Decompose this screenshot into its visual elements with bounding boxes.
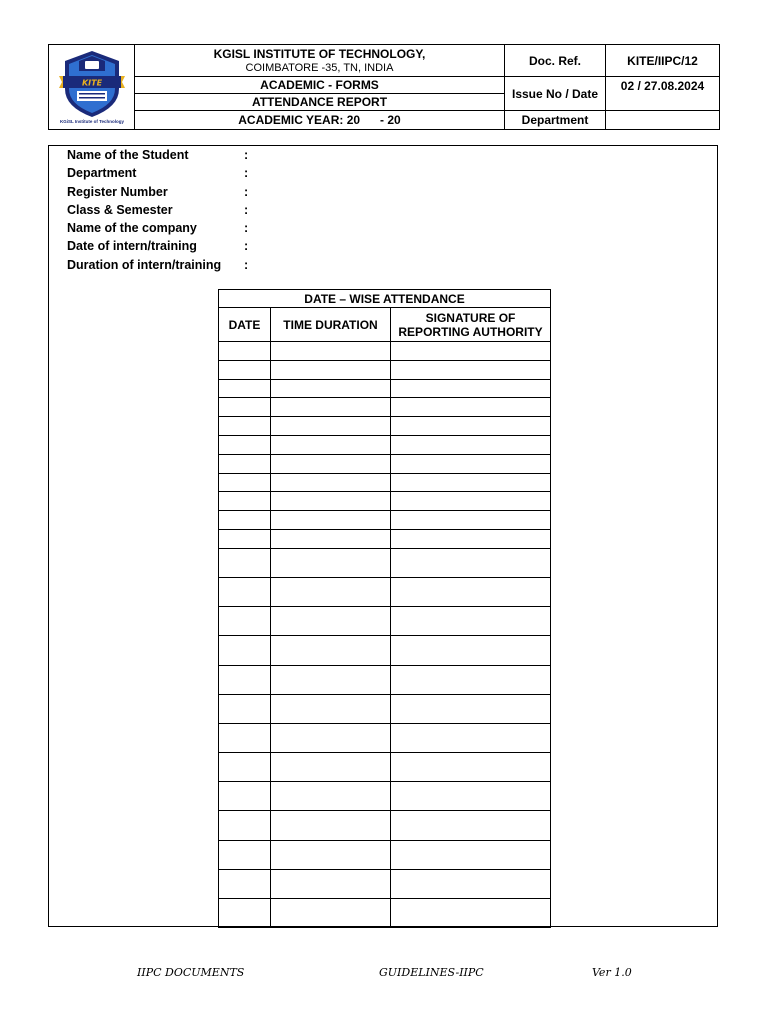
table-row	[219, 360, 551, 379]
field-class-semester[interactable]	[67, 201, 267, 219]
table-row	[219, 636, 551, 665]
field-label: Duration of intern/training	[67, 257, 222, 272]
time-cell[interactable]	[271, 694, 391, 723]
field-department[interactable]	[67, 164, 267, 182]
signature-cell[interactable]	[391, 607, 551, 636]
field-label: Register Number	[67, 184, 168, 199]
time-cell[interactable]	[271, 607, 391, 636]
institute-name: KGISL INSTITUTE OF TECHNOLOGY,	[213, 46, 426, 61]
table-row	[219, 435, 551, 454]
signature-cell[interactable]	[391, 417, 551, 436]
signature-cell[interactable]	[391, 342, 551, 361]
field-colon: :	[244, 221, 249, 236]
date-cell[interactable]	[219, 811, 271, 840]
field-label: Department	[67, 166, 137, 181]
signature-header-line2: REPORTING AUTHORITY	[398, 324, 543, 339]
table-row	[219, 398, 551, 417]
signature-cell[interactable]	[391, 435, 551, 454]
table-row	[219, 417, 551, 436]
signature-cell[interactable]	[391, 577, 551, 606]
signature-cell[interactable]	[391, 511, 551, 530]
table-row	[219, 694, 551, 723]
time-cell[interactable]	[271, 840, 391, 869]
table-row	[219, 782, 551, 811]
field-colon: :	[244, 148, 249, 162]
field-colon: :	[244, 202, 249, 217]
signature-cell[interactable]	[391, 548, 551, 577]
time-cell[interactable]	[271, 723, 391, 752]
date-cell[interactable]	[219, 342, 271, 361]
student-details	[67, 146, 267, 274]
date-cell[interactable]	[219, 435, 271, 454]
table-row	[219, 869, 551, 898]
time-cell[interactable]	[271, 417, 391, 436]
date-cell[interactable]	[219, 607, 271, 636]
department-label: Department	[505, 111, 606, 130]
column-header-time: TIME DURATION	[271, 308, 391, 342]
time-cell[interactable]	[271, 454, 391, 473]
issue-value: 02 / 27.08.2024	[606, 77, 720, 111]
time-cell[interactable]	[271, 473, 391, 492]
time-cell[interactable]	[271, 529, 391, 548]
field-student-name[interactable]	[67, 146, 267, 164]
time-cell[interactable]	[271, 548, 391, 577]
table-row	[219, 492, 551, 511]
field-label: Name of the company	[67, 221, 197, 236]
table-row	[219, 665, 551, 694]
attendance-table-title: DATE – WISE ATTENDANCE	[219, 290, 551, 308]
date-cell[interactable]	[219, 723, 271, 752]
institute-logo-icon	[59, 49, 125, 119]
time-cell[interactable]	[271, 342, 391, 361]
signature-cell[interactable]	[391, 753, 551, 782]
time-cell[interactable]	[271, 811, 391, 840]
date-cell[interactable]	[219, 869, 271, 898]
time-cell[interactable]	[271, 782, 391, 811]
time-cell[interactable]	[271, 869, 391, 898]
date-cell[interactable]	[219, 782, 271, 811]
form-title: ATTENDANCE REPORT	[135, 94, 505, 111]
date-cell[interactable]	[219, 398, 271, 417]
table-row	[219, 529, 551, 548]
institute-name-cell	[135, 45, 505, 77]
table-row	[219, 454, 551, 473]
date-cell[interactable]	[219, 379, 271, 398]
field-label: Name of the Student	[67, 148, 189, 162]
date-cell[interactable]	[219, 694, 271, 723]
signature-cell[interactable]	[391, 665, 551, 694]
table-row	[219, 577, 551, 606]
date-cell[interactable]	[219, 665, 271, 694]
field-colon: :	[244, 239, 249, 254]
table-row	[219, 473, 551, 492]
field-label: Class & Semester	[67, 202, 173, 217]
time-cell[interactable]	[271, 753, 391, 782]
table-row	[219, 753, 551, 782]
table-row	[219, 811, 551, 840]
table-row	[219, 511, 551, 530]
date-cell[interactable]	[219, 360, 271, 379]
table-row	[219, 840, 551, 869]
table-row	[219, 607, 551, 636]
document-header	[48, 44, 720, 130]
field-intern-date[interactable]	[67, 237, 267, 255]
signature-cell[interactable]	[391, 636, 551, 665]
date-cell[interactable]	[219, 577, 271, 606]
time-cell[interactable]	[271, 636, 391, 665]
attendance-table	[218, 289, 551, 928]
form-category: ACADEMIC - FORMS	[135, 77, 505, 94]
field-colon: :	[244, 257, 249, 272]
doc-ref-value: KITE/IIPC/12	[606, 45, 720, 77]
time-cell[interactable]	[271, 492, 391, 511]
date-cell[interactable]	[219, 454, 271, 473]
footer-left: IIPC DOCUMENTS	[137, 966, 245, 979]
signature-cell[interactable]	[391, 473, 551, 492]
field-colon: :	[244, 166, 249, 181]
institute-address: COIMBATORE -35, TN, INDIA	[245, 61, 394, 74]
time-cell[interactable]	[271, 398, 391, 417]
time-cell[interactable]	[271, 665, 391, 694]
column-header-signature	[391, 308, 551, 342]
signature-header-line1: SIGNATURE OF	[425, 310, 516, 325]
time-cell[interactable]	[271, 360, 391, 379]
time-cell[interactable]	[271, 379, 391, 398]
signature-cell[interactable]	[391, 398, 551, 417]
field-intern-duration[interactable]	[67, 256, 267, 274]
signature-cell[interactable]	[391, 360, 551, 379]
time-cell[interactable]	[271, 899, 391, 928]
table-row	[219, 342, 551, 361]
date-cell[interactable]	[219, 417, 271, 436]
signature-cell[interactable]	[391, 454, 551, 473]
footer-right: Ver 1.0	[592, 966, 632, 979]
field-company-name[interactable]	[67, 219, 267, 237]
date-cell[interactable]	[219, 511, 271, 530]
signature-cell[interactable]	[391, 811, 551, 840]
signature-cell[interactable]	[391, 529, 551, 548]
signature-cell[interactable]	[391, 723, 551, 752]
table-row	[219, 548, 551, 577]
field-colon: :	[244, 184, 249, 199]
date-cell[interactable]	[219, 753, 271, 782]
table-row	[219, 723, 551, 752]
signature-cell[interactable]	[391, 899, 551, 928]
time-cell[interactable]	[271, 435, 391, 454]
svg-text:KITE: KITE	[81, 78, 103, 88]
logo-caption: KGiSL Institute of Technology	[59, 119, 125, 124]
date-cell[interactable]	[219, 492, 271, 511]
field-label: Date of intern/training	[67, 239, 197, 254]
issue-label: Issue No / Date	[505, 77, 606, 111]
signature-cell[interactable]	[391, 694, 551, 723]
date-cell[interactable]	[219, 636, 271, 665]
signature-cell[interactable]	[391, 782, 551, 811]
signature-cell[interactable]	[391, 379, 551, 398]
date-cell[interactable]	[219, 473, 271, 492]
column-header-date: DATE	[219, 308, 271, 342]
department-value[interactable]	[606, 111, 720, 130]
table-row	[219, 379, 551, 398]
date-cell[interactable]	[219, 840, 271, 869]
signature-cell[interactable]	[391, 869, 551, 898]
date-cell[interactable]	[219, 548, 271, 577]
logo-cell	[49, 45, 135, 130]
signature-cell[interactable]	[391, 840, 551, 869]
field-register-number[interactable]	[67, 183, 267, 201]
signature-cell[interactable]	[391, 492, 551, 511]
doc-ref-label: Doc. Ref.	[505, 45, 606, 77]
date-cell[interactable]	[219, 899, 271, 928]
attendance-rows	[219, 342, 551, 928]
academic-year: ACADEMIC YEAR: 20 - 20	[135, 111, 505, 130]
table-row	[219, 899, 551, 928]
time-cell[interactable]	[271, 577, 391, 606]
date-cell[interactable]	[219, 529, 271, 548]
footer-center: GUIDELINES-IIPC	[379, 966, 484, 979]
time-cell[interactable]	[271, 511, 391, 530]
